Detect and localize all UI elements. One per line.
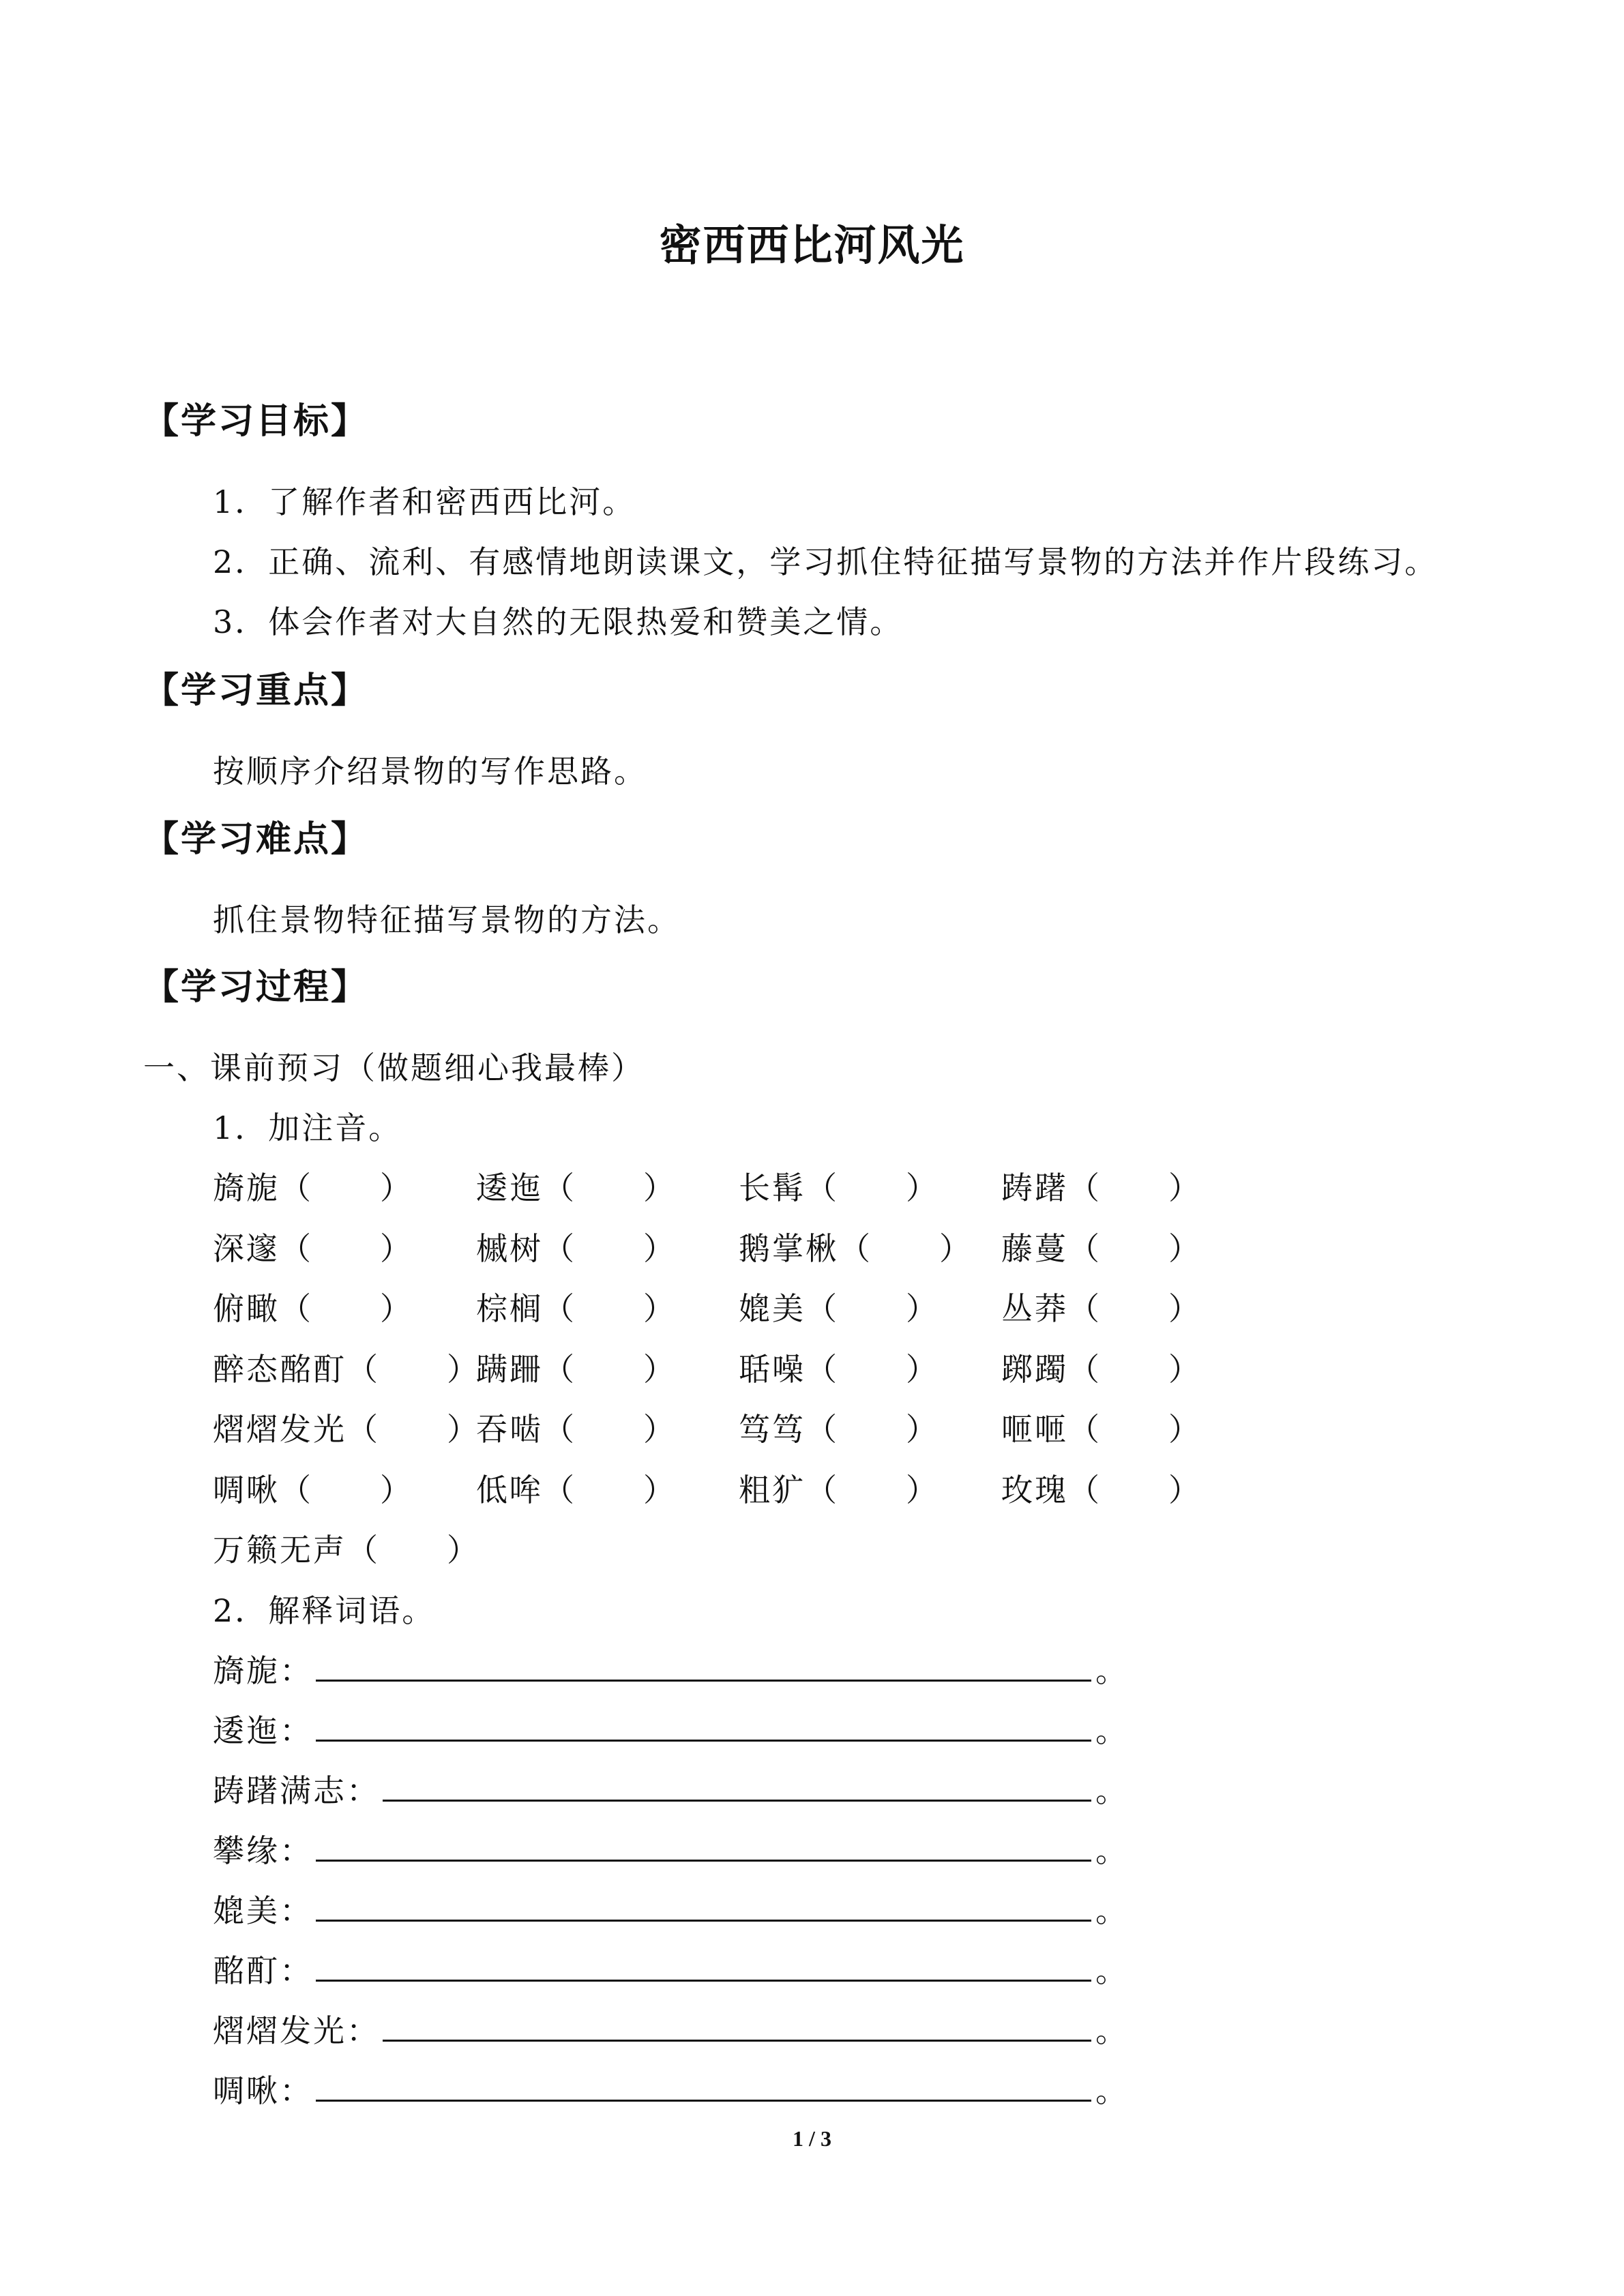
pinyin-item: 旖旎（ ）	[213, 1169, 413, 1206]
section-preview: 一、课前预习（做题细心我最棒）	[143, 1049, 645, 1086]
pinyin-item: 玫瑰（ ）	[1001, 1471, 1202, 1508]
pinyin-item: 槭树（ ）	[476, 1229, 677, 1267]
define-period: 。	[1095, 2072, 1127, 2109]
define-period: 。	[1095, 1832, 1127, 1869]
pinyin-item: 长髯（ ）	[739, 1169, 939, 1206]
answer-blank[interactable]	[316, 1832, 1091, 1862]
pinyin-item: 聒噪（ ）	[739, 1350, 939, 1388]
goals-heading: 【学习目标】	[143, 401, 369, 442]
define-term: 酩酊：	[213, 1952, 313, 1989]
question-define: 2．解释词语。	[213, 1592, 436, 1629]
page-number: 1 / 3	[793, 2126, 831, 2151]
define-row	[213, 2006, 1127, 2051]
pinyin-item: 吞啮（ ）	[476, 1411, 677, 1448]
define-period: 。	[1095, 1652, 1127, 1689]
page-title: 密西西比河风光	[659, 220, 965, 270]
answer-blank[interactable]	[316, 1892, 1091, 1922]
define-term: 逶迤：	[213, 1712, 313, 1749]
pinyin-item: 逶迤（ ）	[476, 1169, 677, 1206]
define-term: 熠熠发光：	[213, 2012, 380, 2049]
define-row	[213, 1646, 1127, 1691]
pinyin-item: 笃笃（ ）	[739, 1411, 939, 1448]
difficulty-heading: 【学习难点】	[143, 819, 369, 860]
pinyin-item: 媲美（ ）	[739, 1290, 939, 1327]
pinyin-item: 鹅掌楸（ ）	[739, 1229, 973, 1267]
pinyin-item: 啁啾（ ）	[213, 1471, 413, 1508]
define-term: 啁啾：	[213, 2072, 313, 2109]
goal-item-1: 1．了解作者和密西西比河。	[213, 483, 636, 520]
pinyin-item: 踌躇（ ）	[1001, 1169, 1202, 1206]
pinyin-item: 万籁无声（ ）	[213, 1532, 480, 1568]
define-term: 媲美：	[213, 1892, 313, 1929]
pinyin-item: 粗犷（ ）	[739, 1471, 939, 1508]
answer-blank[interactable]	[316, 1652, 1091, 1682]
define-term: 旖旎：	[213, 1652, 313, 1689]
pinyin-item: 深邃（ ）	[213, 1229, 413, 1267]
answer-blank[interactable]	[383, 2012, 1091, 2042]
difficulty-text: 抓住景物特征描写景物的方法。	[213, 901, 681, 938]
define-row	[213, 1946, 1127, 1991]
pinyin-item: 熠熠发光（ ）	[213, 1411, 480, 1448]
pinyin-item: 藤蔓（ ）	[1001, 1229, 1202, 1267]
define-row	[213, 1826, 1127, 1871]
pinyin-item: 俯瞰（ ）	[213, 1290, 413, 1327]
goal-item-3: 3．体会作者对大自然的无限热爱和赞美之情。	[213, 603, 904, 640]
define-period: 。	[1095, 1772, 1127, 1809]
define-row	[213, 1886, 1127, 1931]
answer-blank[interactable]	[383, 1772, 1091, 1802]
define-period: 。	[1095, 1892, 1127, 1929]
pinyin-item: 咂咂（ ）	[1001, 1411, 1202, 1448]
define-period: 。	[1095, 1712, 1127, 1749]
define-row	[213, 1706, 1127, 1751]
question-pinyin: 1．加注音。	[213, 1109, 402, 1146]
pinyin-item: 低哞（ ）	[476, 1471, 677, 1508]
define-row	[213, 2066, 1127, 2111]
answer-blank[interactable]	[316, 2072, 1091, 2102]
pinyin-item: 踯躅（ ）	[1001, 1350, 1202, 1388]
answer-blank[interactable]	[316, 1712, 1091, 1742]
pinyin-item: 丛莽（ ）	[1001, 1290, 1202, 1327]
define-term: 攀缘：	[213, 1832, 313, 1869]
define-period: 。	[1095, 1952, 1127, 1989]
focus-heading: 【学习重点】	[143, 670, 369, 711]
focus-text: 按顺序介绍景物的写作思路。	[213, 753, 647, 790]
goal-item-2: 2．正确、流利、有感情地朗读课文，学习抓住特征描写景物的方法并作片段练习。	[213, 543, 1438, 580]
define-term: 踌躇满志：	[213, 1772, 380, 1809]
define-period: 。	[1095, 2012, 1127, 2049]
answer-blank[interactable]	[316, 1952, 1091, 1982]
process-heading: 【学习过程】	[143, 967, 369, 1008]
pinyin-item: 棕榈（ ）	[476, 1290, 677, 1327]
define-row	[213, 1766, 1127, 1811]
pinyin-item: 醉态酩酊（ ）	[213, 1350, 480, 1388]
pinyin-item: 蹒跚（ ）	[476, 1350, 677, 1388]
